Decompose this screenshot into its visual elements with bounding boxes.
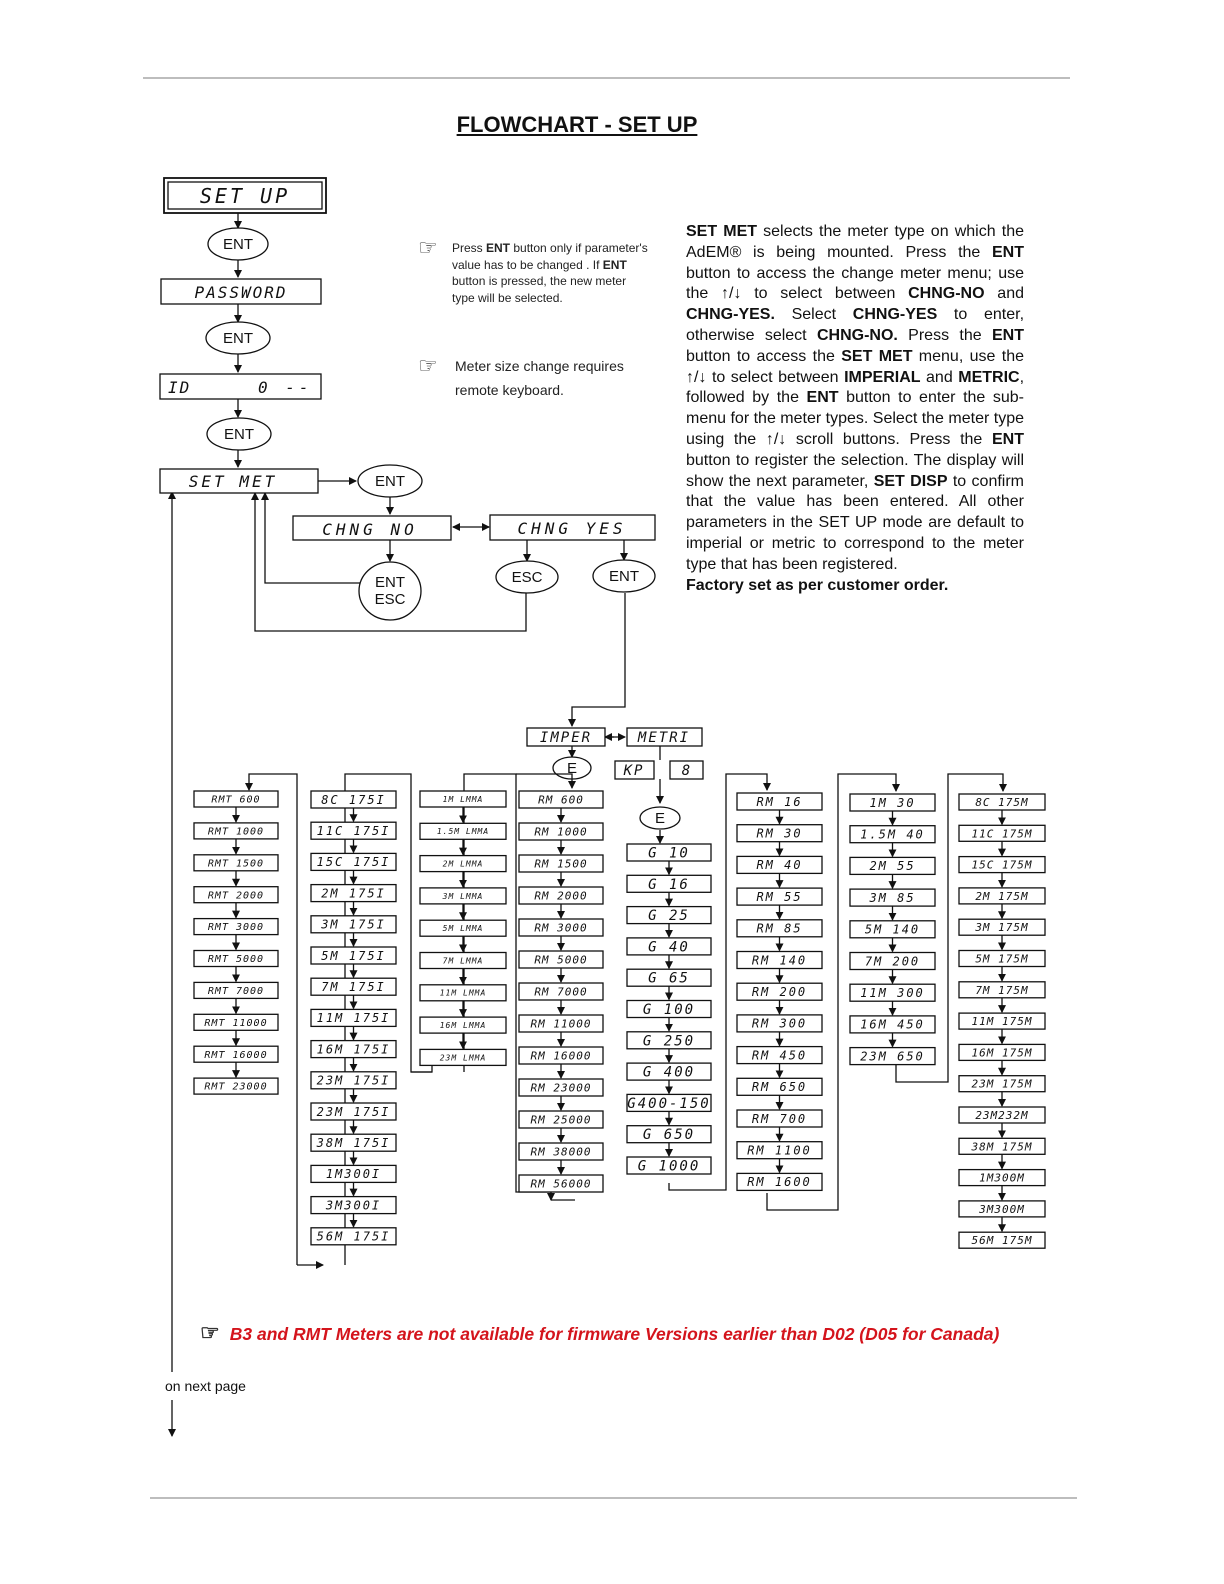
meter-label: 23M 175M (971, 1077, 1033, 1091)
lmma-meter-display (420, 920, 506, 936)
m175-meter-display (959, 982, 1045, 998)
ent-oval-3 (207, 418, 271, 450)
meter-label: 2M 175I (321, 886, 386, 901)
firmware-footnote: ☞ B3 and RMT Meters are not available for firmware Versions earlier than D02 (D05 for Canada) (200, 1320, 1000, 1345)
imperial-i-meter-display (311, 885, 396, 902)
meter-label: RM 1600 (747, 1175, 812, 1190)
meter-label: RMT 2000 (207, 890, 265, 902)
m175-meter-display (959, 794, 1045, 810)
meter-label: 23M232M (975, 1108, 1029, 1122)
meter-label: 11M 300 (860, 986, 925, 1001)
svg-text:CHNG NO: CHNG NO (322, 520, 418, 539)
meter-label: G 100 (642, 1002, 696, 1019)
svg-text:ENT: ENT (223, 236, 253, 253)
page-title: FLOWCHART - SET UP (456, 112, 698, 137)
m175-meter-display (959, 919, 1045, 935)
svg-text:ENT: ENT (375, 574, 405, 591)
rm-metric-meter-display (737, 856, 822, 873)
imperial-display (527, 728, 605, 746)
rm-metric-meter-display (737, 1078, 822, 1095)
meter-label: RM 40 (756, 858, 803, 873)
meter-label: G 400 (642, 1064, 696, 1081)
rmt-meter-display (194, 1014, 278, 1030)
meter-label: RM 5000 (534, 953, 588, 967)
rm-imperial-meter-display (519, 823, 603, 840)
meter-label: 2M 55 (869, 859, 916, 874)
meter-label: RM 600 (538, 793, 584, 807)
setup-display (164, 178, 326, 213)
meter-label: RM 3000 (534, 921, 588, 935)
esc-oval (496, 561, 558, 593)
meter-label: RM 1500 (534, 857, 588, 871)
continued-label: on next page (165, 1378, 246, 1394)
meter-label: RM 7000 (534, 985, 588, 999)
lmma-meter-display (420, 888, 506, 904)
meter-label: G400-150 (627, 1095, 711, 1112)
g-meter-display (627, 844, 711, 862)
meter-label: 11M 175I (316, 1011, 391, 1026)
imperial-i-meter-display (311, 947, 396, 964)
meter-label: RM 1100 (747, 1143, 812, 1158)
lmma-meter-display (420, 856, 506, 872)
ent-esc-oval (359, 562, 421, 620)
meter-label: G 250 (642, 1033, 696, 1050)
rmt-meter-display (194, 1046, 278, 1062)
rm-imperial-meter-display (519, 919, 603, 936)
meter-label: 8C 175I (321, 792, 386, 807)
meter-label: 7M 175I (321, 980, 386, 995)
meter-label: 38M 175M (971, 1140, 1033, 1154)
imperial-i-meter-display (311, 791, 396, 808)
m175-meter-display (959, 1138, 1045, 1154)
m175-meter-display (959, 888, 1045, 904)
rmt-meter-display (194, 919, 278, 935)
rm-imperial-meter-display (519, 951, 603, 968)
g-meter-display (627, 1063, 711, 1081)
lmma-meter-display (420, 985, 506, 1001)
meter-label: 1M LMMA (442, 794, 484, 804)
meter-label: 5M 175I (321, 948, 386, 963)
rm-metric-meter-display (737, 1110, 822, 1127)
m175-meter-display (959, 1232, 1045, 1248)
meter-label: RM 140 (751, 953, 808, 968)
imperial-i-meter-display (311, 1041, 396, 1058)
meter-label: 3M 85 (869, 890, 916, 905)
m-metric-meter-display (850, 921, 935, 938)
m175-meter-display (959, 951, 1045, 967)
meter-label: G 65 (648, 970, 690, 987)
svg-text:E: E (654, 810, 666, 827)
meter-label: 5M 140 (864, 922, 921, 937)
rm-imperial-meter-display (519, 887, 603, 904)
meter-label: RMT 1000 (207, 826, 265, 838)
set-met-description: SET MET selects the meter type on which the AdEM® is being mounted. Press the ENT button to access the change meter menu; use the ↑/↓ to select between CHNG-NO and CHNG-YES. Select CHNG-YES to enter, otherwise select CHNG-NO. Press the ENT button to access the SET MET menu, use the ↑/↓ to select between IMPERIAL and METRIC, followed by the ENT button to enter the sub-menu for the meter types. Select the meter type using the ↑/↓ scroll buttons. Press the ENT button to register the selection. The display will show the next parameter, SET DISP to confirm that the value has been entered. All other parameters in the SET UP mode are default to imperial or metric to correspond to the meter type that has been registered. Factory set as per customer order. (686, 223, 1025, 594)
kp-digit-display (670, 761, 703, 779)
meter-label: RMT 23000 (204, 1081, 268, 1093)
rm-metric-meter-display (737, 920, 822, 937)
meter-label: RM 700 (751, 1111, 808, 1126)
kp-display (615, 761, 654, 779)
meter-label: RM 650 (751, 1080, 808, 1095)
m-metric-meter-display (850, 984, 935, 1001)
g-meter-display (627, 938, 711, 956)
meter-label: 8C 175M (975, 795, 1029, 809)
meter-label: RM 200 (751, 985, 808, 1000)
meter-label: RM 1000 (534, 825, 588, 839)
g-meter-display (627, 875, 711, 893)
g-meter-display (627, 1032, 711, 1050)
meter-label: 3M300M (979, 1202, 1025, 1216)
meter-label: 7M 200 (864, 954, 921, 969)
pointing-hand-icon: ☞ (418, 235, 438, 260)
pointing-hand-icon: ☞ (418, 353, 438, 378)
imperial-i-meter-display (311, 1009, 396, 1026)
m-metric-meter-display (850, 953, 935, 970)
meter-size-note: ☞ Meter size change requires remote keyboard. (418, 353, 624, 398)
meter-label: RM 85 (756, 921, 803, 936)
rmt-meter-display (194, 887, 278, 903)
svg-text:ESC: ESC (511, 569, 543, 586)
meter-label: RMT 3000 (207, 922, 265, 934)
lmma-meter-display (420, 1049, 506, 1065)
meter-label: 56M 175I (316, 1229, 391, 1244)
svg-text:CHNG YES: CHNG YES (517, 519, 627, 538)
meter-label: 1.5M LMMA (436, 827, 490, 837)
imperial-i-meter-display (311, 916, 396, 933)
meter-label: 3M LMMA (442, 891, 484, 901)
meter-label: 23M 175I (316, 1073, 391, 1088)
svg-text:ENT: ENT (375, 473, 405, 490)
imperial-i-meter-display (311, 1197, 396, 1214)
m175-meter-display (959, 1107, 1045, 1123)
svg-text:8: 8 (681, 763, 691, 779)
lmma-meter-display (420, 791, 506, 807)
imperial-i-meter-display (311, 1228, 396, 1245)
g-meter-display (627, 969, 711, 987)
m-metric-meter-display (850, 826, 935, 843)
meter-label: 1M 30 (869, 795, 916, 810)
lmma-meter-display (420, 1017, 506, 1033)
svg-text:METRI: METRI (637, 730, 691, 746)
m175-meter-display (959, 1201, 1045, 1217)
rm-imperial-meter-display (519, 791, 603, 808)
meter-label: G 16 (648, 876, 690, 893)
meter-label: G 25 (648, 908, 690, 925)
meter-label: 15C 175M (971, 858, 1033, 872)
meter-label: RM 11000 (530, 1017, 592, 1031)
password-display (161, 279, 321, 304)
rm-imperial-meter-display (519, 855, 603, 872)
g-meter-display (627, 1001, 711, 1019)
rm-imperial-meter-display (519, 1015, 603, 1032)
m-metric-meter-display (850, 889, 935, 906)
svg-text:PASSWORD: PASSWORD (194, 283, 288, 302)
rmt-meter-display (194, 791, 278, 807)
svg-text:IMPER: IMPER (539, 730, 593, 746)
rm-imperial-meter-display (519, 1079, 603, 1096)
rmt-meter-display (194, 823, 278, 839)
meter-label: 11M 175M (971, 1015, 1033, 1029)
lmma-meter-display (420, 953, 506, 969)
meter-label: 5M LMMA (442, 924, 484, 934)
meter-label: 3M300I (325, 1198, 382, 1213)
rm-metric-meter-display (737, 952, 822, 969)
rm-metric-meter-display (737, 793, 822, 810)
setup-label: SET UP (199, 184, 291, 208)
meter-label: RM 25000 (530, 1113, 592, 1127)
svg-text:SET MET: SET MET (188, 472, 278, 491)
imperial-i-meter-display (311, 1134, 396, 1151)
set-met-display (160, 469, 318, 493)
meter-label: 1M300M (979, 1171, 1025, 1185)
rmt-meter-display (194, 951, 278, 967)
m175-meter-display (959, 857, 1045, 873)
meter-label: 23M LMMA (439, 1053, 487, 1063)
rm-imperial-meter-display (519, 1175, 603, 1192)
imperial-i-meter-display (311, 978, 396, 995)
rm-imperial-meter-display (519, 1047, 603, 1064)
id-display (160, 374, 321, 399)
rm-imperial-meter-display (519, 1143, 603, 1160)
meter-label: RMT 5000 (207, 954, 265, 966)
meter-label: 16M LMMA (439, 1020, 487, 1030)
meter-label: 7M 175M (975, 983, 1029, 997)
svg-text:E: E (566, 760, 578, 777)
meter-label: 7M LMMA (442, 956, 484, 966)
m175-meter-display (959, 1076, 1045, 1092)
m-metric-meter-display (850, 857, 935, 874)
rm-metric-meter-display (737, 888, 822, 905)
meter-label: RM 30 (756, 826, 803, 841)
meter-label: 1.5M 40 (860, 827, 925, 842)
svg-text:ENT: ENT (224, 426, 254, 443)
g-meter-display (627, 907, 711, 925)
meter-label: 11C 175I (316, 824, 391, 839)
rm-metric-meter-display (737, 1015, 822, 1032)
meter-label: RMT 600 (211, 794, 261, 806)
meter-label: G 10 (648, 845, 690, 862)
rm-metric-meter-display (737, 983, 822, 1000)
imperial-i-meter-display (311, 822, 396, 839)
meter-label: 1M300I (325, 1167, 382, 1182)
meter-label: 16M 175I (316, 1042, 391, 1057)
meter-label: 3M 175I (321, 917, 386, 932)
meter-label: 2M LMMA (442, 859, 484, 869)
imperial-i-meter-display (311, 1072, 396, 1089)
meter-label: RM 55 (756, 889, 803, 904)
meter-label: 11C 175M (971, 827, 1033, 841)
meter-label: RMT 11000 (204, 1017, 268, 1029)
meter-label: 38M 175I (316, 1136, 391, 1151)
svg-text:0 --: 0 -- (258, 378, 313, 397)
svg-text:ESC: ESC (374, 591, 406, 608)
ent-oval-yes (593, 560, 655, 592)
lmma-meter-display (420, 823, 506, 839)
chng-yes-display (490, 515, 655, 540)
meter-label: 2M 175M (975, 889, 1029, 903)
meter-label: RM 56000 (530, 1177, 592, 1191)
pointing-hand-icon: ☞ (200, 1320, 220, 1345)
m175-meter-display (959, 1013, 1045, 1029)
meter-label: 3M 175M (975, 921, 1029, 935)
rm-metric-meter-display (737, 1173, 822, 1190)
meter-label: 5M 175M (975, 952, 1029, 966)
meter-label: RM 300 (751, 1016, 808, 1031)
m-metric-meter-display (850, 1048, 935, 1065)
meter-label: G 40 (648, 939, 690, 956)
e-oval-metric (640, 807, 680, 829)
ent-oval-1 (208, 228, 268, 260)
g-meter-display (627, 1126, 711, 1144)
ent-oval-2 (206, 322, 270, 354)
rmt-meter-display (194, 1078, 278, 1094)
rm-metric-meter-display (737, 1047, 822, 1064)
rmt-meter-display (194, 855, 278, 871)
rmt-meter-display (194, 982, 278, 998)
m175-meter-display (959, 1170, 1045, 1186)
meter-label: RM 16000 (530, 1049, 592, 1063)
meter-label: 16M 450 (860, 1017, 925, 1032)
m-metric-meter-display (850, 1016, 935, 1033)
meter-label: 23M 650 (860, 1049, 925, 1064)
meter-label: G 650 (642, 1127, 696, 1144)
m175-meter-display (959, 1044, 1045, 1060)
meter-label: 16M 175M (971, 1046, 1033, 1060)
meter-label: 23M 175I (316, 1104, 391, 1119)
meter-label: G 1000 (637, 1158, 701, 1175)
rm-imperial-meter-display (519, 983, 603, 1000)
svg-text:KP: KP (623, 763, 645, 779)
metric-display (627, 728, 702, 746)
chng-no-display (293, 516, 451, 540)
imperial-i-meter-display (311, 853, 396, 870)
svg-text:ENT: ENT (609, 568, 639, 585)
g-meter-display (627, 1157, 711, 1175)
imperial-i-meter-display (311, 1103, 396, 1120)
meter-label: RM 16 (756, 794, 803, 809)
m-metric-meter-display (850, 794, 935, 811)
meter-label: 11M LMMA (439, 988, 487, 998)
meter-label: RMT 16000 (204, 1049, 268, 1061)
rm-metric-meter-display (737, 1142, 822, 1159)
meter-label: RMT 1500 (207, 858, 265, 870)
rm-imperial-meter-display (519, 1111, 603, 1128)
meter-label: RM 450 (751, 1048, 808, 1063)
imperial-i-meter-display (311, 1165, 396, 1182)
meter-label: RM 38000 (530, 1145, 592, 1159)
rm-metric-meter-display (737, 825, 822, 842)
svg-text:ENT: ENT (223, 330, 253, 347)
meter-label: RMT 7000 (207, 986, 265, 997)
meter-label: RM 2000 (534, 889, 588, 903)
meter-label: 56M 175M (971, 1234, 1033, 1248)
ent-only-note: ☞ Press ENT button only if parameter's value has to be changed . If ENT button is pressed, the new meter type will be selected. (418, 235, 648, 305)
m175-meter-display (959, 825, 1045, 841)
meter-columns (194, 791, 1045, 1248)
svg-text:ID: ID (168, 378, 192, 397)
meter-label: RM 23000 (530, 1081, 592, 1095)
ent-oval-setmet (358, 465, 422, 497)
g-meter-display (627, 1094, 711, 1112)
meter-label: 15C 175I (316, 855, 391, 870)
